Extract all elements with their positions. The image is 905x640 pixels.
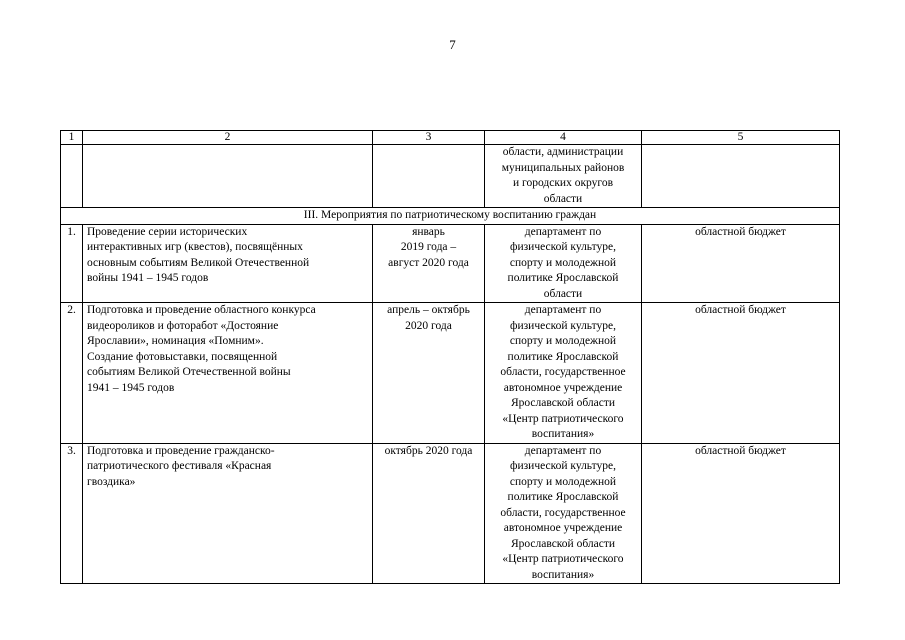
executor-line: области, государственное xyxy=(500,506,626,519)
row-executor xyxy=(485,224,642,303)
cont-executor-line: области, администрации xyxy=(502,146,624,158)
executor-line: физической культуре, xyxy=(510,241,616,253)
cont-executor-line: муниципальных районов xyxy=(501,161,625,174)
row-funding: областной бюджет xyxy=(642,303,840,444)
row-executor xyxy=(485,303,642,444)
continuation-row xyxy=(61,145,840,208)
executor-line: области xyxy=(543,287,583,300)
row-period xyxy=(373,224,485,303)
executor-line: политике Ярославской xyxy=(507,350,619,363)
executor-line: физической культуре, xyxy=(510,319,616,332)
row-funding: областной бюджет xyxy=(642,224,840,303)
description-line: интерактивных игр (квестов), посвящённых xyxy=(87,241,303,253)
table-header-row xyxy=(61,131,840,145)
description-line: гвоздика» xyxy=(87,475,136,488)
executor-line: области, государственное xyxy=(500,366,626,378)
cont-executor-line: и городских округов xyxy=(513,177,613,189)
row-description xyxy=(83,224,373,303)
executor-line: спорту и молодежной xyxy=(509,475,617,488)
header-cell-4: 4 xyxy=(485,131,642,145)
row-funding: областной бюджет xyxy=(642,443,840,584)
row-description xyxy=(83,303,373,444)
executor-line: воспитания» xyxy=(531,428,595,440)
executor-line: политике Ярославской xyxy=(507,491,619,503)
header-cell-3: 3 xyxy=(373,131,485,145)
description-line: патриотического фестиваля «Красная xyxy=(87,460,272,472)
row-description xyxy=(83,443,373,584)
executor-line: департамент по xyxy=(524,444,602,457)
description-line: Ярославии», номинация «Помним». xyxy=(87,335,264,347)
header-cell-2: 2 xyxy=(83,131,373,145)
description-line: событиям Великой Отечественной войны xyxy=(87,366,291,378)
description-line: видеороликов и фоторабот «Достояние xyxy=(87,319,279,332)
executor-line: физической культуре, xyxy=(510,460,616,472)
description-line: Проведение серии исторических xyxy=(87,225,248,238)
executor-line: Ярославской области xyxy=(510,537,616,550)
executor-line: воспитания» xyxy=(531,568,595,581)
table-row xyxy=(61,224,840,303)
executor-line: спорту и молодежной xyxy=(509,335,617,347)
period-line: 2019 года – xyxy=(400,241,457,253)
description-line: войны 1941 – 1945 годов xyxy=(87,272,209,284)
executor-line: департамент по xyxy=(524,304,602,316)
executor-line: спорту и молодежной xyxy=(509,256,617,269)
page-number: 7 xyxy=(449,37,456,52)
table-row xyxy=(61,303,840,444)
period-line: январь xyxy=(412,225,445,238)
executor-line: политике Ярославской xyxy=(507,272,619,284)
row-number: 1. xyxy=(61,224,83,303)
row-period xyxy=(373,443,485,584)
description-line: Подготовка и проведение областного конкурса xyxy=(87,304,316,316)
period-line: август 2020 года xyxy=(388,256,469,269)
header-cell-1: 1 xyxy=(61,131,83,145)
description-line: Подготовка и проведение гражданско- xyxy=(87,444,275,457)
executor-line: Ярославской области xyxy=(510,397,616,409)
cont-cell-description xyxy=(83,145,373,208)
section-title: III. Мероприятия по патриотическому воспитанию граждан xyxy=(61,208,840,225)
cont-cell-funding xyxy=(642,145,840,208)
description-line: Создание фотовыставки, посвященной xyxy=(87,350,278,363)
header-cell-5: 5 xyxy=(642,131,840,145)
section-row xyxy=(61,208,840,225)
description-line: основным событиям Великой Отечественной xyxy=(87,256,310,269)
period-line: апрель – октябрь xyxy=(387,304,470,316)
row-number: 2. xyxy=(61,303,83,444)
period-line: октябрь 2020 года xyxy=(384,444,473,457)
events-table xyxy=(60,130,840,584)
executor-line: автономное учреждение xyxy=(503,381,623,394)
description-line: 1941 – 1945 годов xyxy=(87,381,175,394)
period-line: 2020 года xyxy=(405,319,452,332)
row-period xyxy=(373,303,485,444)
executor-line: автономное учреждение xyxy=(503,522,623,534)
executor-line: департамент по xyxy=(524,225,602,238)
executor-line: «Центр патриотического xyxy=(502,553,624,565)
table-row xyxy=(61,443,840,584)
cont-executor-line: области xyxy=(543,192,583,205)
cont-cell-num xyxy=(61,145,83,208)
cont-cell-executor xyxy=(485,145,642,208)
cont-cell-period xyxy=(373,145,485,208)
executor-line: «Центр патриотического xyxy=(502,412,624,425)
row-number: 3. xyxy=(61,443,83,584)
row-executor xyxy=(485,443,642,584)
